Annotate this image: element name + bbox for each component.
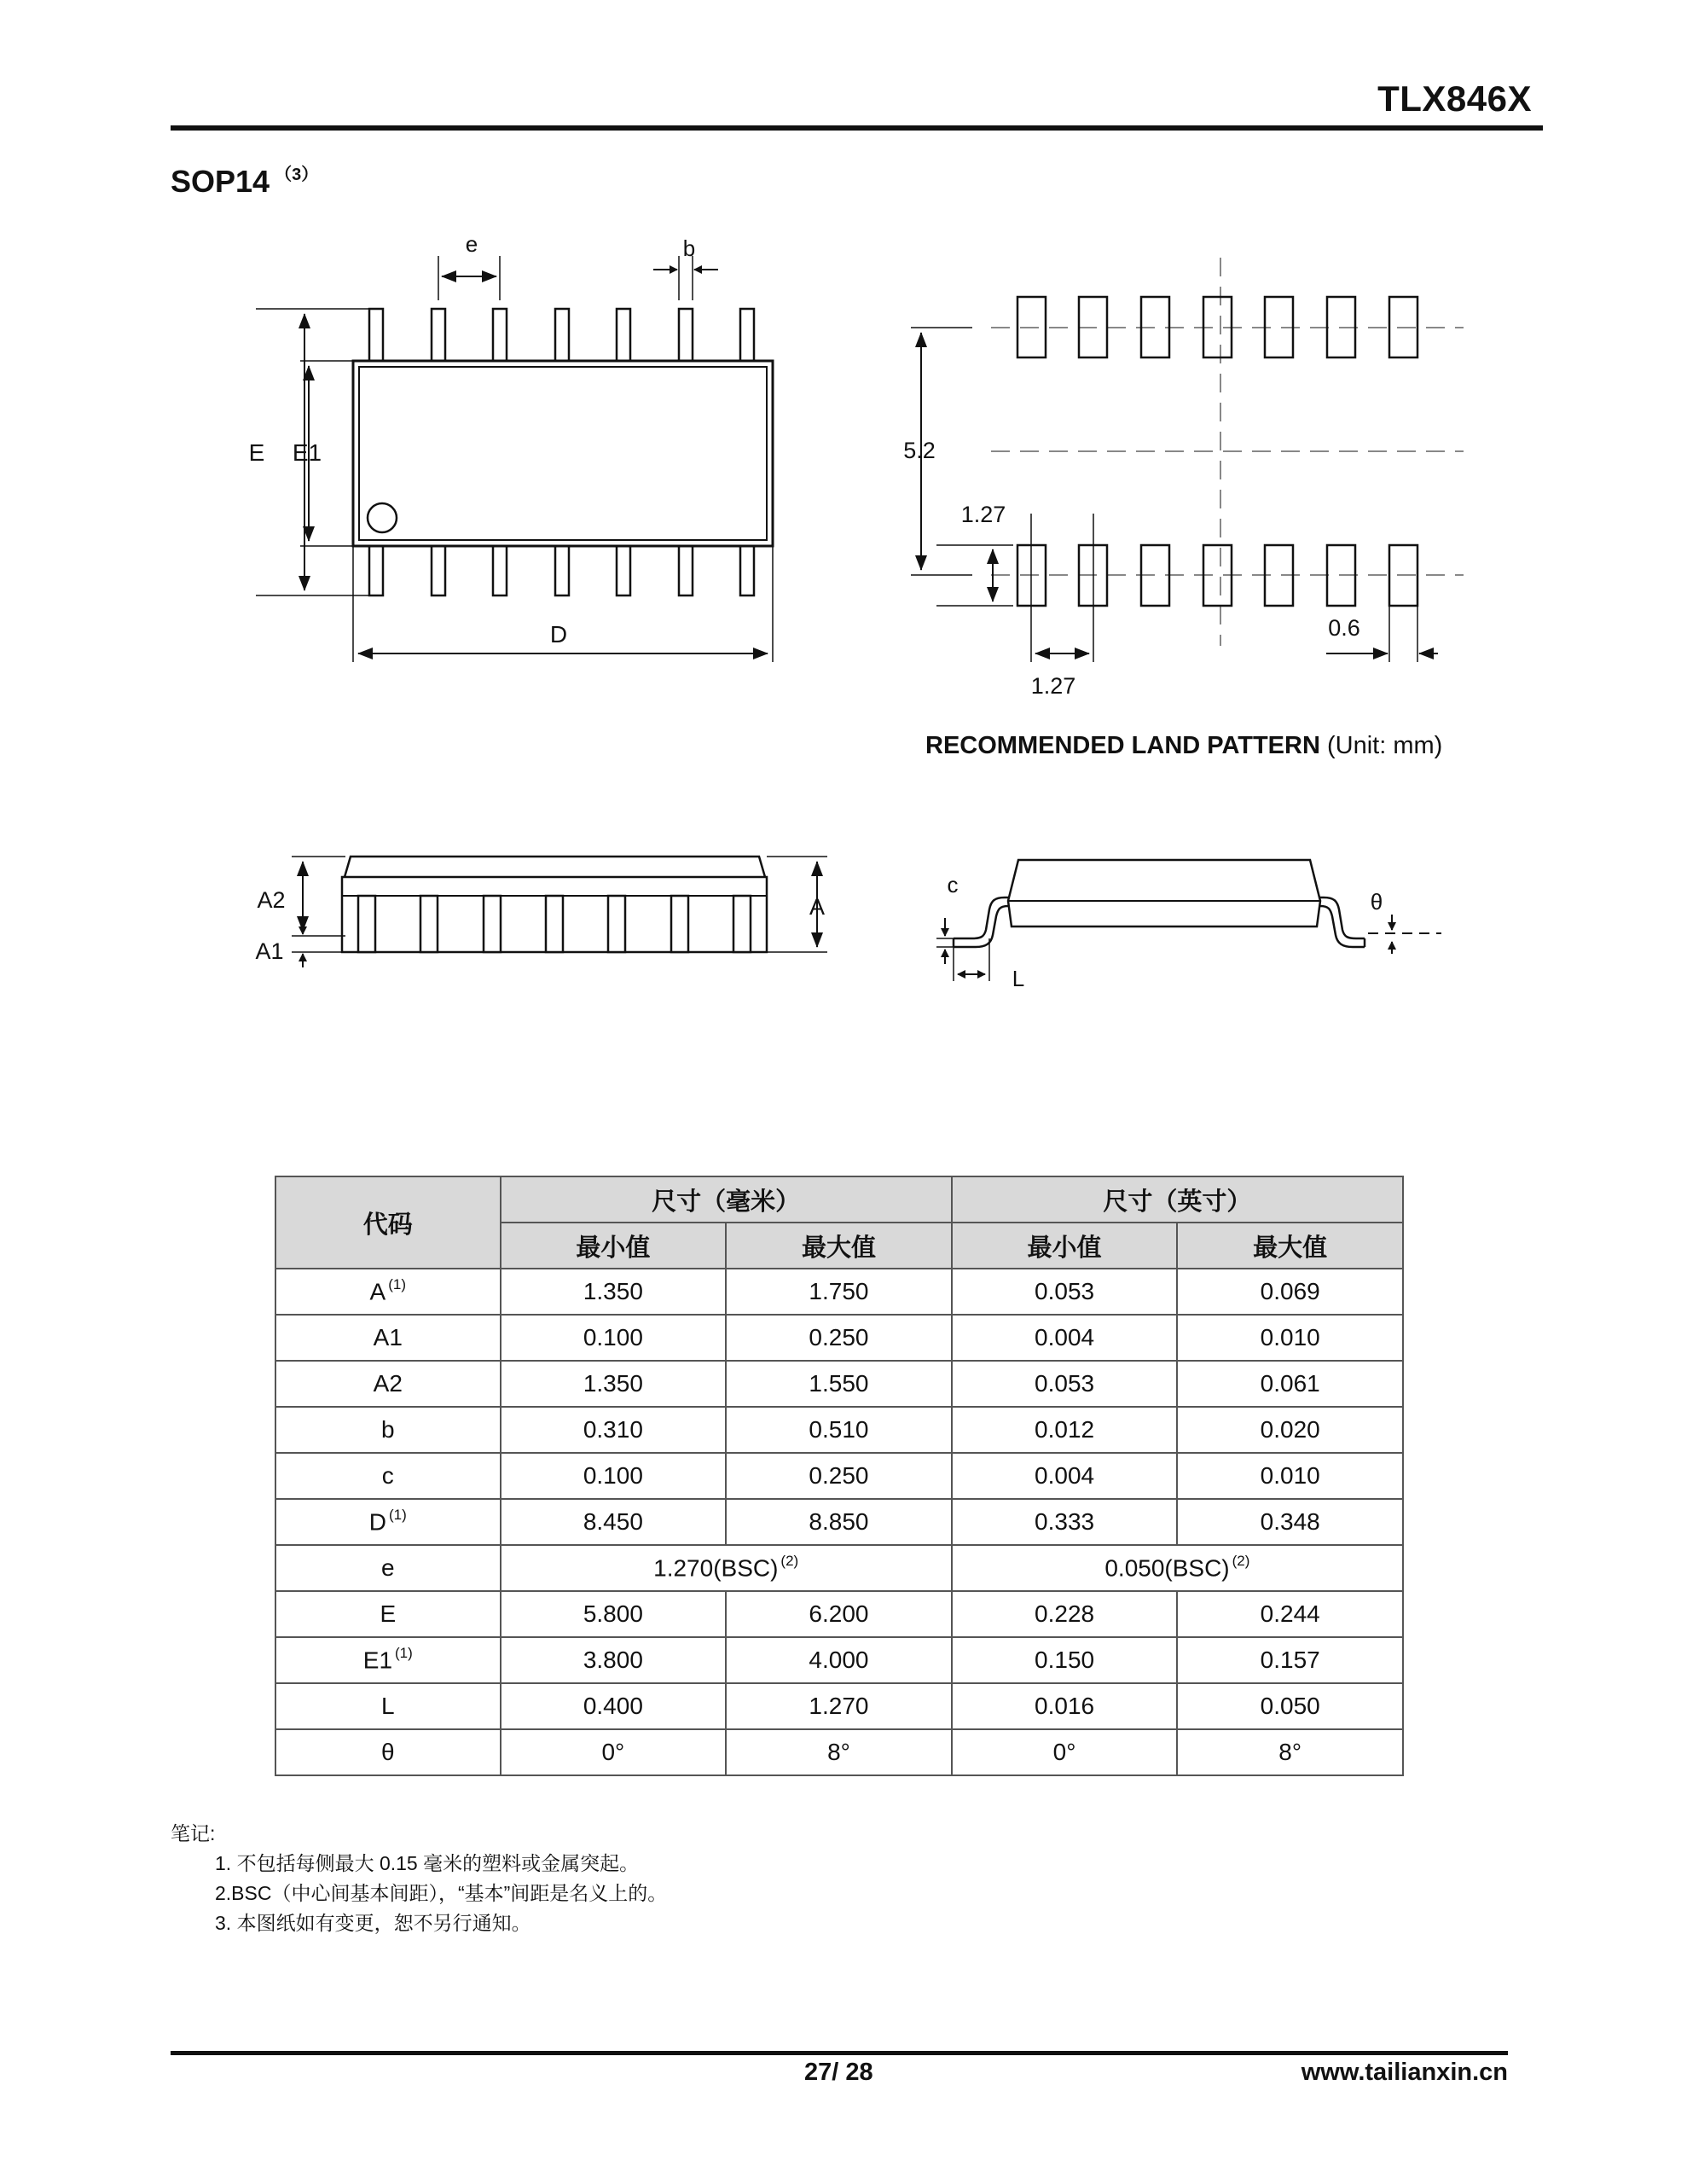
cell-mm-max: 8° bbox=[726, 1729, 952, 1775]
dim-label-pitch: 1.27 bbox=[1030, 673, 1076, 699]
cell-mm-max: 0.250 bbox=[726, 1315, 952, 1361]
cell-mm-min: 3.800 bbox=[501, 1637, 727, 1683]
cell-mm-min: 0.400 bbox=[501, 1683, 727, 1729]
dim-label-pad-width: 0.6 bbox=[1328, 615, 1360, 641]
col-header-mm: 尺寸（毫米） bbox=[501, 1176, 952, 1223]
cell-inch-max: 8° bbox=[1177, 1729, 1403, 1775]
dim-label-b: b bbox=[682, 235, 696, 261]
cell-mm-min: 8.450 bbox=[501, 1499, 727, 1545]
land-pattern-caption-unit: (Unit: mm) bbox=[1326, 732, 1443, 759]
land-pattern-caption-title: RECOMMENDED LAND PATTERN bbox=[925, 732, 1320, 759]
dim-label-c: c bbox=[947, 872, 959, 897]
col-header-inch: 尺寸（英寸） bbox=[952, 1176, 1403, 1223]
cell-inch-min: 0.012 bbox=[952, 1407, 1178, 1453]
cell-inch-max: 0.348 bbox=[1177, 1499, 1403, 1545]
cell-inch-max: 0.020 bbox=[1177, 1407, 1403, 1453]
note-item: 3. 本图纸如有变更，恕不另行通知。 bbox=[215, 1912, 531, 1934]
cell-mm-min: 0° bbox=[501, 1729, 727, 1775]
dim-label-A: A bbox=[809, 894, 826, 920]
cell-mm-min: 0.100 bbox=[501, 1315, 727, 1361]
package-note-ref: （3） bbox=[275, 166, 319, 184]
cell-inch-min: 0.053 bbox=[952, 1361, 1178, 1407]
dim-label-A1: A1 bbox=[255, 938, 284, 964]
cell-inch-max: 0.061 bbox=[1177, 1361, 1403, 1407]
cell-symbol: A1 bbox=[275, 1315, 501, 1361]
document-part-number: TLX846X bbox=[1377, 78, 1532, 119]
cell-mm-max: 8.850 bbox=[726, 1499, 952, 1545]
cell-symbol: L bbox=[275, 1683, 501, 1729]
dim-label-theta: θ bbox=[1370, 889, 1383, 915]
col-header-symbol: 代码 bbox=[275, 1176, 501, 1269]
table-row bbox=[275, 1269, 1403, 1315]
cell-mm-max: 0.250 bbox=[726, 1453, 952, 1499]
cell-symbol: c bbox=[275, 1453, 501, 1499]
table-row bbox=[275, 1361, 1403, 1407]
cell-mm-max: 6.200 bbox=[726, 1591, 952, 1637]
table-row bbox=[275, 1729, 1403, 1775]
website-link[interactable]: www.tailianxin.cn bbox=[1301, 2059, 1508, 2086]
dim-label-pad-length: 1.27 bbox=[960, 502, 1006, 527]
cell-inch-min: 0.053 bbox=[952, 1269, 1178, 1315]
table-row bbox=[275, 1407, 1403, 1453]
dim-label-E: E bbox=[248, 439, 265, 466]
land-pattern-caption bbox=[925, 732, 1442, 760]
table-row bbox=[275, 1545, 1403, 1591]
note-item: 2.BSC（中心间基本间距），“基本”间距是名义上的。 bbox=[215, 1882, 668, 1904]
cell-inch-min: 0.004 bbox=[952, 1453, 1178, 1499]
cell-inch-max: 0.010 bbox=[1177, 1453, 1403, 1499]
cell-symbol: e bbox=[275, 1545, 501, 1591]
cell-mm-max: 1.550 bbox=[726, 1361, 952, 1407]
cell-mm-max: 0.510 bbox=[726, 1407, 952, 1453]
table-row bbox=[275, 1315, 1403, 1361]
dimension-table bbox=[275, 1176, 1404, 1776]
note-item: 1. 不包括每侧最大 0.15 毫米的塑料或金属突起。 bbox=[215, 1852, 640, 1874]
col-header-inch-min: 最小值 bbox=[952, 1223, 1178, 1269]
cell-inch-min: 0.228 bbox=[952, 1591, 1178, 1637]
side-view-drawing bbox=[292, 857, 827, 967]
table-row bbox=[275, 1683, 1403, 1729]
cell-inch-min: 0.150 bbox=[952, 1637, 1178, 1683]
cell-mm-min: 0.100 bbox=[501, 1453, 727, 1499]
cell-inch-min: 0.004 bbox=[952, 1315, 1178, 1361]
top-view-drawing bbox=[256, 256, 773, 662]
table-row bbox=[275, 1591, 1403, 1637]
cell-inch-max: 0.157 bbox=[1177, 1637, 1403, 1683]
dim-label-e: e bbox=[465, 231, 478, 257]
col-header-mm-max: 最大值 bbox=[726, 1223, 952, 1269]
table-row bbox=[275, 1453, 1403, 1499]
cell-mm-max: 1.270 bbox=[726, 1683, 952, 1729]
cell-symbol: θ bbox=[275, 1729, 501, 1775]
cell-symbol: A $^{(1)}$ bbox=[275, 1269, 501, 1315]
dim-label-E1: E1 bbox=[292, 439, 322, 466]
cell-mm-min: 1.350 bbox=[501, 1361, 727, 1407]
dim-label-D: D bbox=[549, 621, 568, 648]
cell-inch-min: 0.016 bbox=[952, 1683, 1178, 1729]
cell-inch-max: 0.244 bbox=[1177, 1591, 1403, 1637]
cell-mm-merged: 1.270(BSC) $^{(2)}$ bbox=[501, 1545, 952, 1591]
cell-inch-max: 0.010 bbox=[1177, 1315, 1403, 1361]
cell-inch-max: 0.069 bbox=[1177, 1269, 1403, 1315]
dim-label-A2: A2 bbox=[257, 887, 286, 913]
cell-mm-min: 1.350 bbox=[501, 1269, 727, 1315]
land-pattern-drawing bbox=[911, 258, 1464, 662]
cell-inch-min: 0.333 bbox=[952, 1499, 1178, 1545]
cell-inch-max: 0.050 bbox=[1177, 1683, 1403, 1729]
cell-mm-min: 5.800 bbox=[501, 1591, 727, 1637]
dim-label-L: L bbox=[1012, 966, 1025, 991]
cell-mm-max: 4.000 bbox=[726, 1637, 952, 1683]
cell-symbol: E bbox=[275, 1591, 501, 1637]
package-name: SOP14 bbox=[171, 164, 270, 199]
table-row bbox=[275, 1499, 1403, 1545]
notes-title: 笔记: bbox=[171, 1822, 216, 1844]
table-row bbox=[275, 1637, 1403, 1683]
cell-symbol: b bbox=[275, 1407, 501, 1453]
notes-section bbox=[171, 1819, 667, 1938]
cell-symbol: E1 $^{(1)}$ bbox=[275, 1637, 501, 1683]
page-number: 27/ 28 bbox=[804, 2059, 873, 2086]
cell-symbol: A2 bbox=[275, 1361, 501, 1407]
table-header-row bbox=[275, 1176, 1403, 1223]
col-header-inch-max: 最大值 bbox=[1177, 1223, 1403, 1269]
cell-symbol: D $^{(1)}$ bbox=[275, 1499, 501, 1545]
cell-mm-max: 1.750 bbox=[726, 1269, 952, 1315]
cell-inch-min: 0° bbox=[952, 1729, 1178, 1775]
col-header-mm-min: 最小值 bbox=[501, 1223, 727, 1269]
end-view-drawing bbox=[936, 860, 1441, 981]
cell-inch-merged: 0.050(BSC) $^{(2)}$ bbox=[952, 1545, 1403, 1591]
dim-label-row-spacing: 5.2 bbox=[903, 438, 936, 463]
cell-mm-min: 0.310 bbox=[501, 1407, 727, 1453]
footer-rule bbox=[171, 2051, 1508, 2055]
